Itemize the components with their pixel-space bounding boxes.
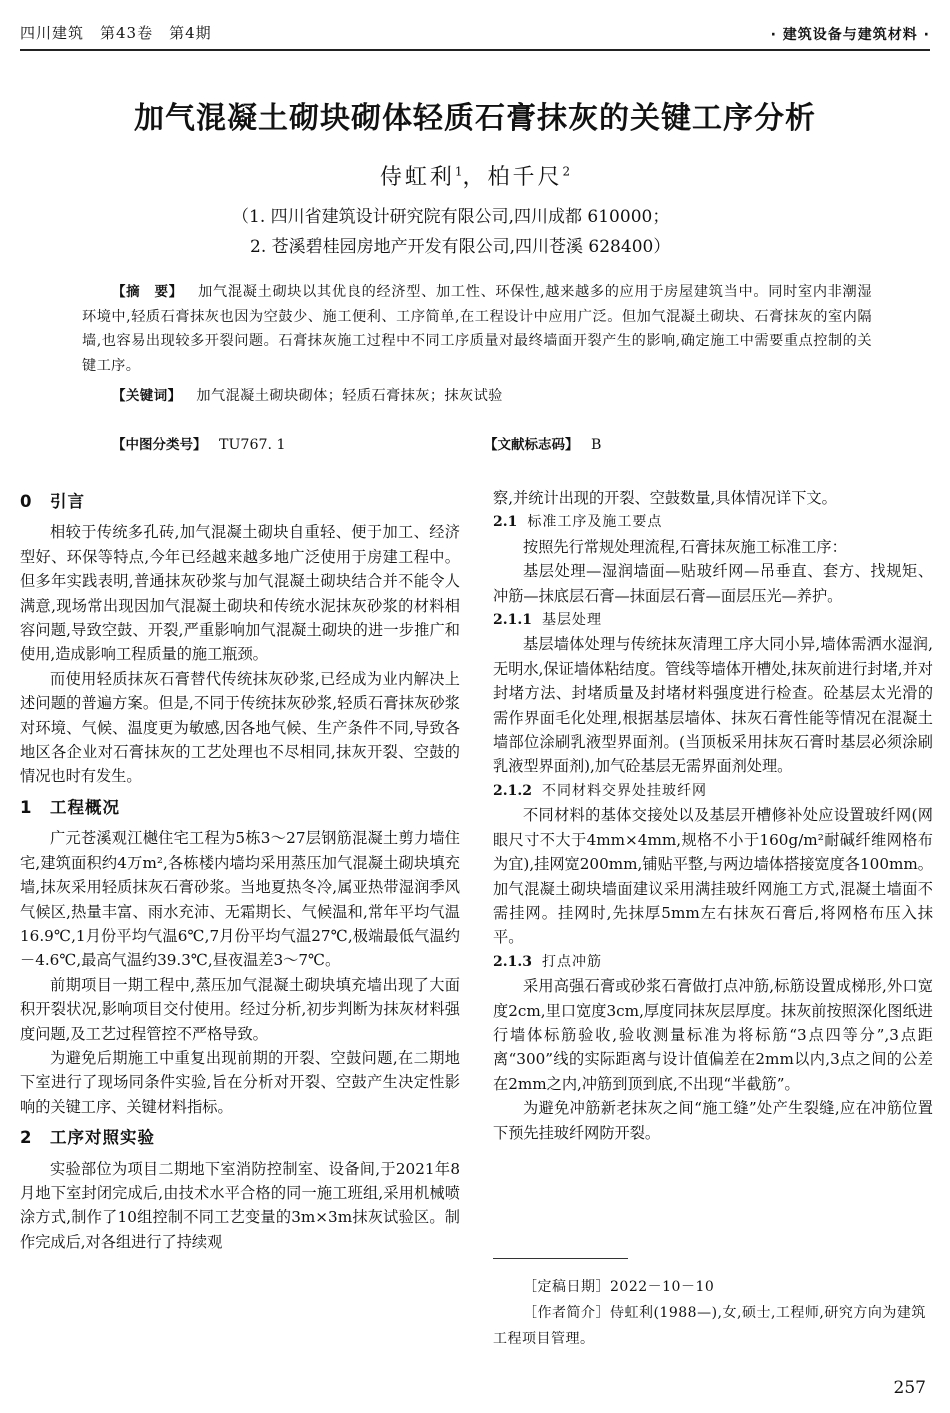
subsection-title: 不同材料交界处挂玻纤网: [541, 782, 707, 799]
keywords-label: 【关键词】: [112, 388, 182, 404]
abstract: [82, 280, 872, 378]
paragraph: 而使用轻质抹灰石膏替代传统抹灰砂浆,已经成为业内解决上述问题的普遍方案。但是,不同于传统抹灰砂浆,轻质石膏抹灰砂浆对环境、气候、温度更为敏感,因各地气候、生产条件不同,导致各地区各企业对石膏抹灰的工艺处理也不尽相同,抹灰开裂、空鼓的情况也时有发生。: [20, 669, 460, 786]
paragraph: 按照先行常规处理流程,石膏抹灰施工标准工序：: [523, 537, 847, 556]
paragraph: 察,并统计出现的开裂、空鼓数量,具体情况详下文。: [493, 489, 837, 507]
paragraph: 相较于传统多孔砖,加气混凝土砌块自重轻、便于加工、经济型好、环保等特点,今年已经越来越多地广泛使用于房建工程中。但多年实践表明,普通抹灰砂浆与加气混凝土砌块结合并不能令人满意,现场常出现因加气混凝土砌块和传统水泥抹灰砂浆的材料相容问题,导致空鼓、开裂,严重影响加气混凝土砌块的进一步推广和使用,造成影响工程质量的施工瓶颈。: [20, 523, 460, 664]
affiliation-1: （1. 四川省建筑设计研究院有限公司,四川成都 610000；: [232, 207, 670, 227]
paragraph: 广元苍溪观江樾住宅工程为5栋3～27层钢筋混凝土剪力墙住宅,建筑面积约4万m²,各栋楼内墙均采用蒸压加气混凝土砌块填充墙,抹灰采用轻质抹灰石膏砂浆。当地夏热冬冷,属亚热带湿润季风气候区,热量丰富、雨水充沛、无霜期长、气候温和,常年平均气温16.9℃,1月份平均气温6℃,7月份平均气温27℃,极端最低气温约－4.6℃,最高气温约39.3℃,昼夜温差3～7℃。: [20, 829, 460, 970]
paragraph: 不同材料的基体交接处以及基层开槽修补处应设置玻纤网(网眼尺寸不大于4mm×4mm,规格不小于160g/m²耐碱纤维网格布为宜),挂网宽200mm,铺贴平整,与两边墙体搭接宽度各100mm。加气混凝土砌块墙面建议采用满挂玻纤网施工方式,混凝土墙面不需挂网。挂网时,先抹厚5mm左右抹灰石膏后,将网格布压入抹平。: [493, 806, 933, 947]
section-heading: 0 引言: [20, 492, 85, 511]
abstract-label: 【摘 要】: [112, 284, 183, 300]
header-divider: [20, 49, 930, 51]
subsection-number: 2.1.3: [493, 953, 532, 970]
clc-value: TU767. 1: [219, 437, 286, 453]
subsection-heading: [493, 779, 933, 803]
subsection-heading: [493, 608, 933, 632]
paragraph: 实验部位为项目二期地下室消防控制室、设备间,于2021年8月地下室封闭完成后,由技术水平合格的同一施工班组,采用机械喷涂方式,制作了10组控制不同工艺变量的3m×3m抹灰试验区。制作完成后,对各组进行了持续观: [20, 1159, 460, 1251]
subsection-heading: [493, 950, 933, 974]
classification-number: [112, 433, 286, 453]
paragraph: 为避免后期施工中重复出现前期的开裂、空鼓问题,在二期地下室进行了现场同条件实验,旨在分析对开裂、空鼓产生决定性影响的关键工序、关键材料指标。: [20, 1048, 460, 1116]
paper-title: 加气混凝土砌块砌体轻质石膏抹灰的关键工序分析: [134, 101, 816, 136]
subsection-title: 标准工序及施工要点: [527, 514, 663, 531]
footnotes: [493, 1274, 933, 1352]
author-name: 柏千尺: [487, 165, 563, 190]
received-date: ［定稿日期］2022－10－10: [523, 1279, 715, 1295]
section-heading: 2 工序对照实验: [20, 1128, 155, 1148]
paragraph: 基层处理—湿润墙面—贴玻纤网—吊垂直、套方、找规矩、冲筋—抹底层石膏—抹面层石膏—面层压光—养护。: [493, 562, 933, 605]
subsection-title: 打点冲筋: [541, 953, 602, 970]
keywords: [112, 384, 503, 405]
paragraph: 采用高强石膏或砂浆石膏做打点冲筋,标筋设置成梯形,外口宽度2cm,里口宽度3cm,厚度同抹灰层厚度。抹灰前按照深化图纸进行墙体标筋验收,验收测量标准为将标筋“3点四等分”,3点距离“300”线的实际距离与设计值偏差在2mm以内,3点之间的公差在2mm之内,冲筋到顶到底,不出现“半截筋”。: [493, 977, 933, 1093]
left-column: [20, 490, 460, 1254]
affiliation-mark: 1: [454, 164, 463, 179]
affiliation-mark: 2: [562, 164, 571, 179]
subsection-number: 2.1.1: [493, 612, 532, 629]
document-code: [484, 433, 601, 453]
subsection-number: 2.1.2: [493, 782, 532, 799]
page-number: 257: [893, 1378, 926, 1398]
clc-label: 【中图分类号】: [112, 437, 207, 453]
subsection-number: 2.1: [493, 514, 518, 531]
abstract-text: 加气混凝土砌块以其优良的经济型、加工性、环保性,越来越多的应用于房屋建筑当中。同时室内非潮湿环境中,轻质石膏抹灰也因为空鼓少、施工便利、工序简单,在工程设计中应用广泛。但加气混凝土砌块、石膏抹灰的室内隔墙,也容易出现较多开裂问题。石膏抹灰施工过程中不同工序质量对最终墙面开裂产生的影响,确定施工中需要重点控制的关键工序。: [82, 284, 873, 374]
author-line: [0, 160, 950, 191]
subsection-title: 基层处理: [541, 612, 602, 629]
paragraph: 基层墙体处理与传统抹灰清理工序大同小异,墙体需洒水湿润,无明水,保证墙体粘结度。管线等墙体开槽处,抹灰前进行封堵,并对封堵方法、封堵质量及封堵材料强度进行检查。砼基层太光滑的需作界面毛化处理,根据基层墙体、抹灰石膏性能等情况在混凝土墙部位涂刷乳液型界面剂。(当顶板采用抹灰石膏时基层必须涂刷乳液型界面剂),加气砼基层无需界面剂处理。: [493, 635, 933, 776]
keywords-text: 加气混凝土砌块砌体；轻质石膏抹灰；抹灰试验: [196, 388, 503, 404]
section-heading: 1 工程概况: [20, 797, 120, 817]
author-separator: ，: [462, 165, 488, 190]
doc-code-label: 【文献标志码】: [484, 437, 579, 453]
section-header: · 建筑设备与建筑材料 ·: [770, 27, 930, 43]
right-column: [493, 486, 933, 1145]
author-bio: ［作者简介］侍虹利(1988—),女,硕士,工程师,研究方向为建筑工程项目管理。: [493, 1305, 926, 1347]
subsection-heading: [493, 510, 933, 534]
journal-header: 四川建筑 第43卷 第4期: [20, 24, 212, 42]
affiliation-2: 2. 苍溪碧桂园房地产开发有限公司,四川苍溪 628400）: [250, 237, 671, 257]
footnote-divider: [493, 1258, 628, 1259]
author-name: 侍虹利: [379, 165, 455, 190]
paragraph: 为避免冲筋新老抹灰之间“施工缝”处产生裂缝,应在冲筋位置下预先挂玻纤网防开裂。: [493, 1099, 933, 1142]
paragraph: 前期项目一期工程中,蒸压加气混凝土砌块填充墙出现了大面积开裂状况,影响项目交付使用。经过分析,初步判断为抹灰材料强度问题,及工艺过程管控不严格导致。: [20, 975, 460, 1043]
doc-code-value: B: [591, 437, 602, 453]
